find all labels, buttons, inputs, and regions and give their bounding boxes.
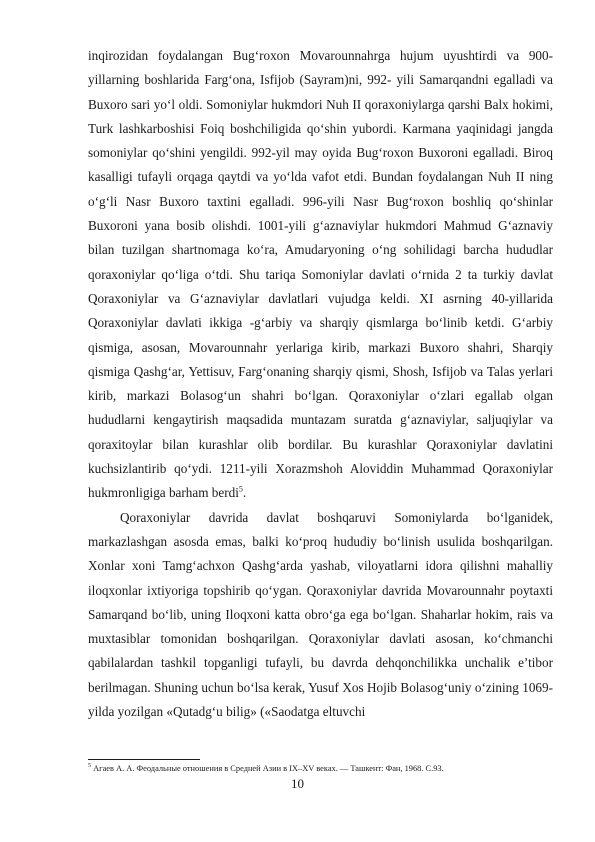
body-text [88, 44, 553, 724]
paragraph [88, 506, 553, 725]
footnote-separator [88, 759, 200, 760]
paragraph-text: inqirozidan foydalangan Bug‘roxon Movarounnahrga hujum uyushtirdi va 900-yillarning boshlarida Farg‘ona, Isfijob (Sayram)ni, 992- yili Samarqandni egalladi va Buxoro sari yo‘l oldi. Somoniylar hukmdori Nuh II qoraxoniylarga qarshi Balx hokimi, Turk lashkarboshisi Foiq boshchiligida qo‘shin yubordi. Karmana yaqinidagi jangda somoniylar qo‘shini yengildi. 992-yil may oyida Bug‘roxon Buxoroni egalladi. Biroq kasalligi tufayli orqaga qaytdi va yo‘lda vafot etdi. Bundan foydalangan Nuh II ning o‘g‘li Nasr Buxoro taxtini egalladi. 996-yili Nasr Bug‘roxon boshliq qo‘shinlar Buxoroni yana bosib olishdi. 1001-yili g‘aznaviylar hukmdori Mahmud G‘aznaviy bilan tuzilgan shartnomaga ko‘ra, Amudaryoning o‘ng sohilidagi barcha hududlar qoraxoniylar qo‘liga o‘tdi. Shu tariqa Somoniylar davlati o‘rnida 2 ta turkiy davlat Qoraxoniylar va G‘aznaviylar davlatlari vujudga keldi. XI asrning 40-yillarida Qoraxoniylar davlati ikkiga -g‘arbiy va sharqiy qismlarga bo‘linib ketdi. G‘arbiy qismiga, asosan, Movarounnahr yerlariga kirib, markazi Buxoro shahri, Sharqiy qismiga Qashg‘ar, Yettisuv, Farg‘onaning sharqiy qismi, Shosh, Isfijob va Talas yerlari kirib, markazi Bolasog‘un shahri bo‘lgan. Qoraxoniylar o‘zlari egallab olgan hududlarni kengaytirish maqsadida muntazam suratda g‘aznaviylar, saljuqiylar va qoraxitoylar bilan kurashlar olib bordilar. Bu kurashlar Qoraxoniylar davlatini kuchsizlantirib qo‘ydi. 1211-yili Xorazmshoh Aloviddin Muhammad Qoraxoniylar hukmronligiga barham berdi [88, 48, 553, 501]
paragraph-end: . [242, 485, 247, 501]
paragraph [88, 44, 553, 506]
footnote-text: Агаев А. А. Феодальные отношения в Средней Азии в IX–XV веках. — Ташкент: Фан, 1968. С.93. [91, 764, 444, 773]
footnote-reference[interactable]: 5 [238, 484, 243, 494]
footnote-number: 5 [88, 763, 91, 770]
footnote [88, 763, 558, 774]
page-number: 10 [291, 776, 304, 791]
paragraph-text: Qoraxoniylar davrida davlat boshqaruvi Somoniylarda bo‘lganidek, markazlashgan asosda emas, balki ko‘proq hududiy bo‘linish usulida boshqarilgan. Xonlar xoni Tamg‘achxon Qashg‘arda yashab, viloyatlarni idora qilishni mahalliy iloqxonlar ixtiyoriga topshirib qo‘ygan. Qoraxoniylar davrida Movarounnahr poytaxti Samarqand bo‘lib, uning Iloqxoni katta obro‘ga ega bo‘lgan. Shaharlar hokim, rais va muxtasiblar tomonidan boshqarilgan. Qoraxoniylar davlati asosan, ko‘chmanchi qabilalardan tashkil topganligi tufayli, bu davrda dehqonchilikka unchalik e’tibor berilmagan. Shuning uchun bo‘lsa kerak, Yusuf Xos Hojib Bolasog‘uniy o‘zining 1069-yilda yozilgan «Qutadg‘u bilig» («Saodatga eltuvchi [88, 509, 553, 720]
